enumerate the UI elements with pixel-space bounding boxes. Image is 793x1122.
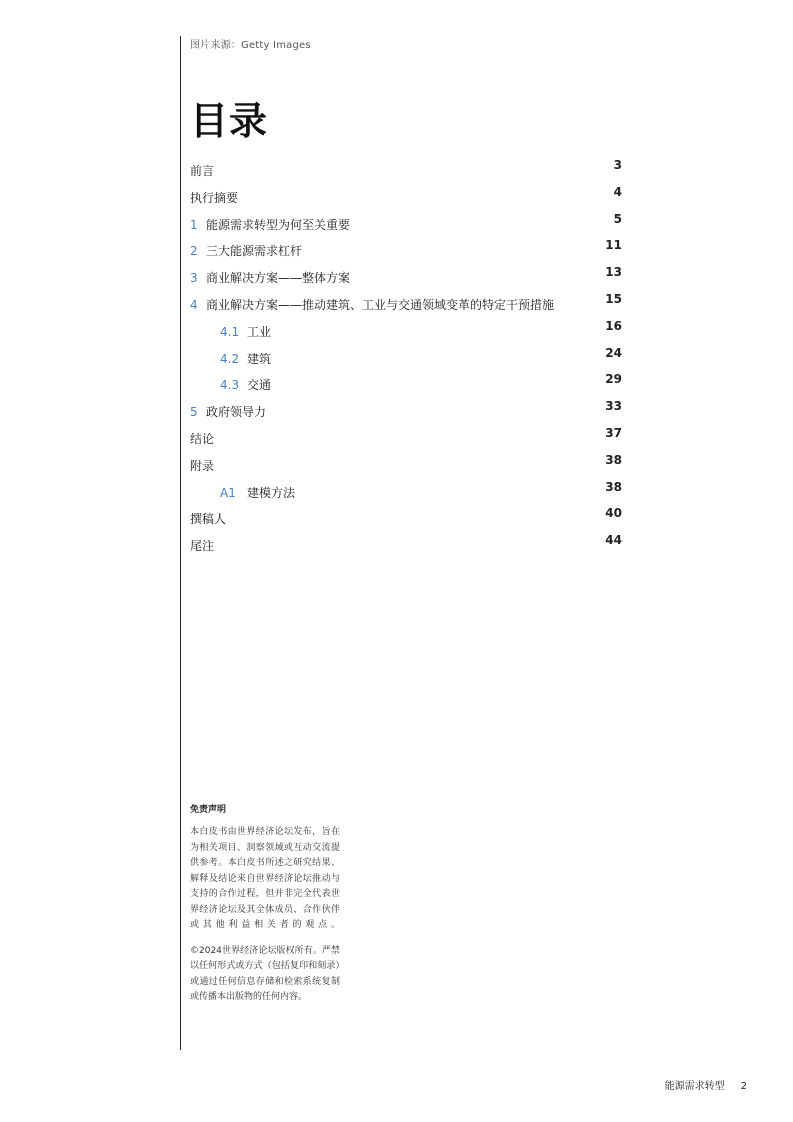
toc-entry-label: 工业 [247,324,272,339]
toc-entry[interactable] [190,508,622,535]
toc-entry-number: 4.3 [220,378,240,393]
table-of-contents [190,160,622,562]
toc-entry-page: 4 [613,184,622,199]
toc-entry-number: 1 [190,217,198,232]
toc-entry-label: 尾注 [190,539,215,554]
toc-entry-label: 执行摘要 [190,190,239,205]
toc-entry-number: 5 [190,405,198,420]
toc-entry[interactable] [190,425,622,455]
toc-entry-label: 交通 [247,378,272,393]
toc-entry[interactable] [190,535,622,562]
toc-entry[interactable] [190,184,622,214]
toc-entry[interactable] [190,345,622,375]
footer-page-number: 2 [740,1081,747,1092]
toc-entry-label: 撰稿人 [190,512,227,527]
toc-entry[interactable] [190,291,622,321]
page-title: 目录 [190,99,269,143]
toc-entry[interactable] [190,240,622,267]
toc-entry-page: 44 [605,533,622,548]
toc-entry[interactable] [190,401,622,428]
toc-entry-page: 5 [613,211,622,226]
toc-entry-label: 结论 [190,431,215,446]
toc-entry[interactable] [190,318,622,348]
toc-entry-number: 2 [190,244,198,259]
footer-doc-title: 能源需求转型 [664,1081,725,1092]
toc-entry-number: 3 [190,271,198,286]
page-footer [665,1077,747,1092]
toc-entry-page: 29 [605,372,622,387]
toc-entry-page: 38 [605,479,622,494]
toc-entry-number: 4 [190,297,198,312]
toc-entry-label: 商业解决方案——推动建筑、工业与交通领域变革的特定干预措施 [206,297,555,312]
toc-entry[interactable] [190,267,622,294]
toc-entry-label: 前言 [190,164,215,178]
toc-entry[interactable] [190,211,622,241]
margin-rule [180,36,181,1050]
toc-entry-page: 15 [605,291,622,306]
toc-entry-number: A1 [220,485,236,500]
toc-entry-page: 11 [605,238,622,253]
toc-entry-page: 40 [605,506,622,521]
toc-entry-label: 三大能源需求杠杆 [206,244,303,259]
toc-entry-page: 38 [605,452,622,467]
copyright-notice: ©2024世界经济论坛版权所有。严禁以任何形式或方式（包括复印和刻录）或通过任何信息存储和检索系统复制或传播本出版物的任何内容。 [190,945,340,1002]
image-credit: 图片来源：Getty Images [190,40,311,51]
toc-entry[interactable] [190,160,622,187]
toc-entry-label: 能源需求转型为何至关重要 [206,217,351,232]
toc-entry[interactable] [190,374,622,401]
toc-entry-page: 37 [605,425,622,440]
toc-entry-page: 16 [605,318,622,333]
disclaimer [190,802,340,1006]
disclaimer-heading: 免责声明 [190,805,227,815]
toc-entry-page: 33 [605,399,622,414]
toc-entry[interactable] [190,479,622,509]
toc-entry-page: 13 [605,265,622,280]
toc-entry-label: 建模方法 [247,485,296,500]
toc-entry-page: 24 [605,345,622,360]
toc-entry-label: 附录 [190,458,215,473]
toc-entry-label: 建筑 [247,351,272,366]
toc-entry-page: 3 [613,158,622,172]
toc-entry-number: 4.2 [220,351,240,366]
toc-entry[interactable] [190,452,622,482]
toc-entry-label: 商业解决方案——整体方案 [206,271,351,286]
toc-entry-number: 4.1 [220,324,240,339]
disclaimer-body: 本白皮书由世界经济论坛发布，旨在为相关项目、洞察领域或互动交流提供参考。本白皮书所述之研究结果、解释及结论来自世界经济论坛推动与支持的合作过程，但并非完全代表世界经济论坛及其全体成员、合作伙伴或其他利益相关者的观点。 [190,827,340,930]
toc-entry-label: 政府领导力 [206,405,267,420]
